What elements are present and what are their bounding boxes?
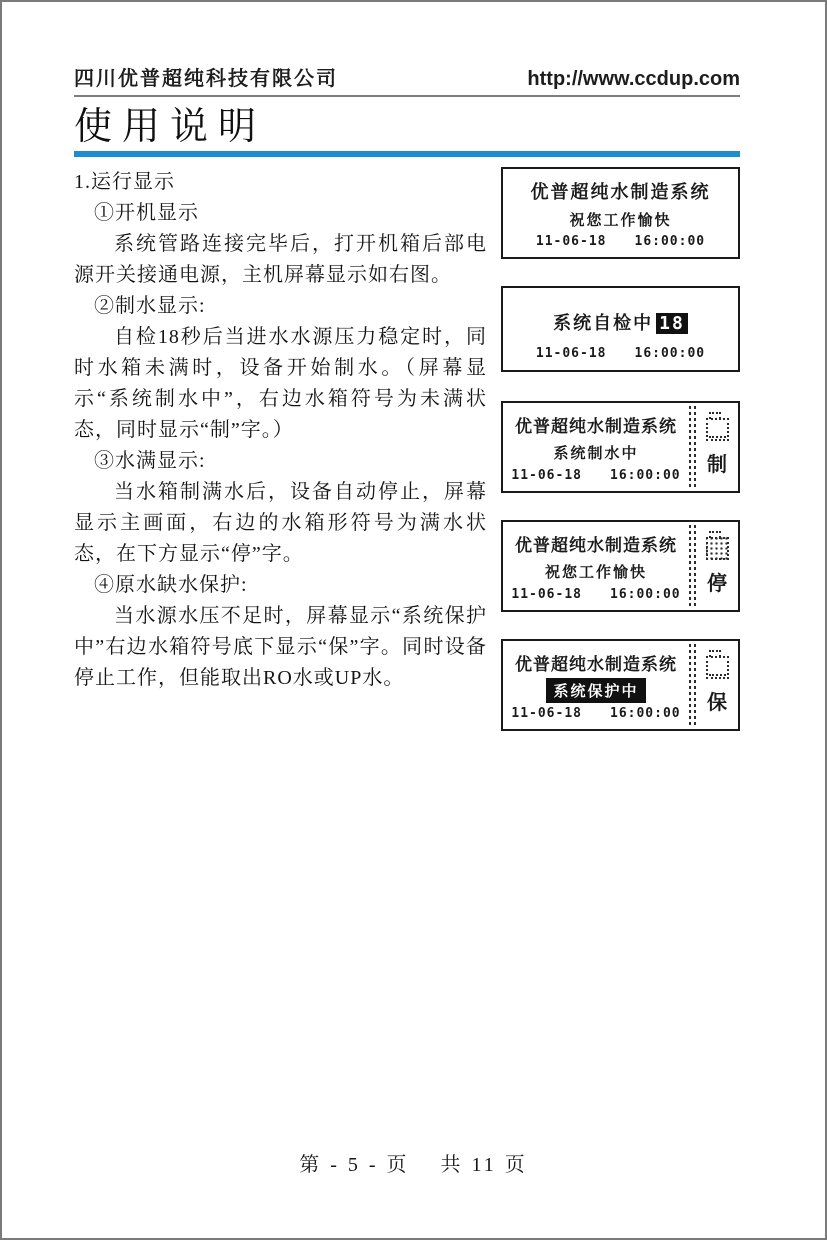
- title-accent-bar: [74, 151, 740, 157]
- lcd-date: 11-06-18: [511, 706, 582, 721]
- subsection-heading: ④原水缺水保护:: [94, 574, 248, 596]
- dotted-separator: [689, 525, 696, 607]
- lcd-message: 祝您工作愉快: [569, 211, 672, 229]
- page-title: 使用说明: [74, 106, 267, 148]
- content-columns: [74, 167, 740, 758]
- body-paragraph: 自检18秒后当进水水源压力稳定时，同时水箱未满时，设备开始制水。（屏幕显示“系统制水中”，右边水箱符号为未满状态，同时显示“制”字。）: [74, 326, 487, 441]
- lcd-message: 系统自检中 18: [553, 309, 688, 335]
- lcd-datetime: [536, 234, 705, 249]
- lcd-time: 16:00:00: [610, 706, 681, 721]
- page-header: [74, 62, 740, 97]
- lcd-screen-self-check: [501, 286, 740, 372]
- lcd-date: 11-06-18: [511, 587, 582, 602]
- lcd-status-char: 停: [707, 573, 727, 595]
- company-url: http://www.ccdup.com: [527, 68, 740, 90]
- dotted-separator: [689, 406, 696, 488]
- page-footer: 第 - 5 - 页 共 11 页: [299, 1154, 528, 1176]
- lcd-message: 祝您工作愉快: [544, 564, 647, 581]
- company-name: 四川优普超纯科技有限公司: [74, 68, 338, 90]
- body-paragraph: 当水源水压不足时，屏幕显示“系统保护中”右边水箱符号底下显示“保”字。同时设备停止工作，但能取出RO水或UP水。: [74, 605, 487, 689]
- lcd-datetime: [511, 706, 680, 721]
- lcd-date: 11-06-18: [511, 468, 582, 483]
- tank-empty-icon: [706, 418, 729, 441]
- body-paragraph: 当水箱制满水后，设备自动停止，屏幕显示主画面，右边的水箱形符号为满水状态，在下方显示“停”字。: [74, 481, 487, 565]
- section-heading: 1.运行显示: [74, 171, 175, 193]
- lcd-title: 优普超纯水制造系统: [515, 655, 677, 674]
- lcd-message-inverted: 系统保护中: [546, 678, 645, 703]
- lcd-date: 11-06-18: [535, 234, 607, 249]
- lcd-time: 16:00:00: [610, 468, 681, 483]
- lcd-time: 16:00:00: [634, 234, 706, 249]
- countdown-badge: 18: [656, 313, 688, 334]
- lcd-time: 16:00:00: [610, 587, 681, 602]
- lcd-screen-power-on: [501, 167, 740, 259]
- body-paragraph: 系统管路连接完毕后，打开机箱后部电源开关接通电源，主机屏幕显示如右图。: [74, 233, 487, 286]
- tank-full-icon: [706, 537, 729, 560]
- lcd-screen-tank-full: [501, 520, 740, 612]
- lcd-date: 11-06-18: [535, 346, 607, 361]
- lcd-screens-column: [501, 167, 740, 758]
- lcd-time: 16:00:00: [634, 346, 706, 361]
- subsection-heading: ③水满显示:: [94, 450, 206, 472]
- lcd-status-char: 制: [707, 454, 727, 476]
- lcd-screen-making-water: [501, 401, 740, 493]
- subsection-heading: ①开机显示: [94, 202, 199, 224]
- dotted-separator: [689, 644, 696, 726]
- lcd-datetime: [536, 346, 705, 361]
- subsection-heading: ②制水显示:: [94, 295, 206, 317]
- lcd-datetime: [511, 468, 680, 483]
- lcd-screen-protection: [501, 639, 740, 731]
- tank-empty-icon: [706, 656, 729, 679]
- lcd-title: 优普超纯水制造系统: [530, 182, 711, 202]
- lcd-title: 优普超纯水制造系统: [515, 417, 677, 436]
- body-text-column: [74, 167, 501, 758]
- lcd-status-char: 保: [707, 692, 727, 714]
- lcd-datetime: [511, 587, 680, 602]
- lcd-message: 系统制水中: [553, 445, 639, 462]
- lcd-title: 优普超纯水制造系统: [515, 536, 677, 555]
